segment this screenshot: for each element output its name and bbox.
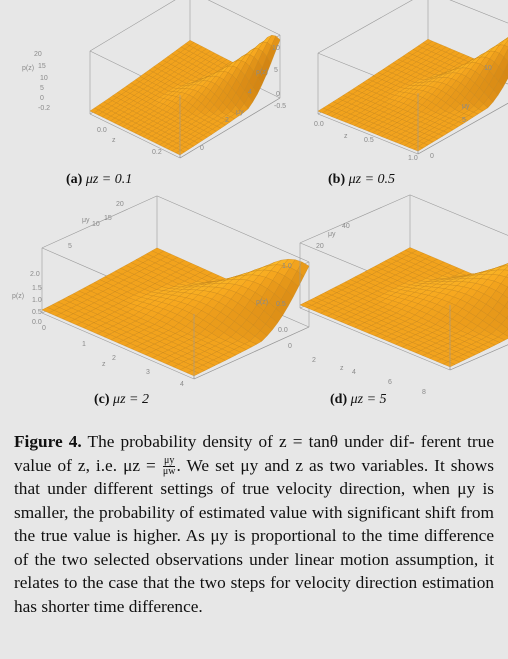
box-edge [428,0,508,31]
pz-tick-label: 0 [40,95,44,102]
subcaption-c-param: μz = 2 [113,392,149,407]
mu-tick-label: 0 [430,153,434,160]
pz-tick-label: 0.5 [276,301,286,308]
mu-tick-label: 20 [316,243,324,250]
plot-panel-d [256,218,496,396]
z-tick-label: 1 [82,341,86,348]
pz-axis-label: p(z) [256,69,269,76]
surface-plot-c [12,201,252,388]
z-tick-label: 4 [352,369,356,376]
z-tick-label: 4 [180,381,184,388]
plot-panel-c [12,201,252,388]
pz-tick-label: -0.5 [274,103,287,110]
caption-body: two variables. It shows that under different settings of true velocity direction, when μy is smaller, the probability of estimated value with significant shift from the true value is higher. As μy is proportional to the time difference of the two selected observations under linear motion assumption, it relates to the case that the two steps for velocity direction estimation has shorter time difference. [14,455,494,616]
mu-tick-label: 0 [200,145,204,152]
pz-tick-label: 15 [38,63,46,70]
z-tick-label: 2 [112,355,116,362]
z-axis-label: z [340,365,344,372]
pz-tick-label: 5 [274,67,278,74]
mu-tick-label: 10 [92,221,100,228]
z-tick-label: 0.0 [97,127,107,134]
surface-d [300,248,508,367]
subcaption-a-label: (a) [66,172,83,187]
caption-line1: The probability density of z = tanθ under dif- [87,432,415,451]
z-tick-label: 3 [146,369,150,376]
z-axis-label: z [112,137,116,144]
caption-label: Figure 4. [14,432,82,451]
pz-tick-label: 5 [40,85,44,92]
subcaption-b [328,172,395,188]
subcaption-d [330,392,387,408]
z-tick-label: 1.0 [408,155,418,162]
box-edge [318,0,428,53]
box-edge [300,195,410,243]
pz-tick-label: 1.5 [32,285,42,292]
mu-tick-label: 5 [462,117,466,124]
pz-tick-label: 10 [40,75,48,82]
fraction-denominator: μw [162,466,176,478]
pz-tick-label: 1.0 [32,297,42,304]
subcaption-c-label: (c) [94,392,110,407]
plot-panel-b [256,14,496,169]
subcaption-b-param: μz = 0.5 [348,172,396,187]
box-edge [410,195,508,257]
z-tick-label: 0 [288,343,292,350]
caption-fraction [163,456,176,477]
caption-line2-pre: ferent true value of z, i.e. μz = [14,432,494,475]
mu-axis-label: μy [462,103,470,110]
z-tick-label: 0.2 [152,149,162,156]
pz-axis-label: p(z) [22,65,35,72]
z-tick-label: 0.5 [364,137,374,144]
mu-tick-label: 40 [342,223,350,230]
mu-axis-label: μy [236,109,244,116]
pz-tick-label: -0.2 [38,105,51,112]
mu-tick-label: 5 [68,243,72,250]
subcaption-b-label: (b) [328,172,346,187]
mu-tick-label: 20 [116,201,124,208]
z-tick-label: 8 [422,389,426,396]
pz-tick-label: 1.0 [282,263,292,270]
fraction-numerator: μy [163,455,175,467]
subcaption-d-label: (d) [330,392,348,407]
z-axis-label: z [102,361,106,368]
plot-panel-a [12,14,252,169]
subcaption-c [94,392,149,408]
surface-plot-b [256,14,496,169]
pz-tick-label: 2.0 [30,271,40,278]
mu-tick-label: 2 [225,117,229,124]
mu-tick-label: 10 [484,65,492,72]
caption-line2-post: . We set μy and z as [176,455,324,475]
subcaption-a-param: μz = 0.1 [85,172,133,187]
mu-axis-label: μy [82,217,90,224]
mu-axis-label: μy [328,231,336,238]
pz-tick-label: 20 [34,51,42,58]
subcaption-a [66,172,132,188]
z-tick-label: 2 [312,357,316,364]
pz-tick-label: 0 [276,91,280,98]
z-tick-label: 0.0 [314,121,324,128]
surface-plot-d [256,218,496,396]
pz-axis-label: p(z) [256,299,269,306]
pz-tick-label: 0.0 [278,327,288,334]
pz-tick-label: 0.5 [32,309,42,316]
pz-tick-label: 10 [272,45,280,52]
mu-tick-label: 15 [104,215,112,222]
z-axis-label: z [344,133,348,140]
z-tick-label: 6 [388,379,392,386]
mu-tick-label: 4 [248,89,252,96]
z-tick-label: 0 [42,325,46,332]
pz-tick-label: 0.0 [32,319,42,326]
subcaption-d-param: μz = 5 [350,392,387,407]
pz-axis-label: p(z) [12,293,25,300]
figure-caption [14,430,494,618]
box-edge [90,0,190,51]
surface-plot-a [12,14,252,169]
